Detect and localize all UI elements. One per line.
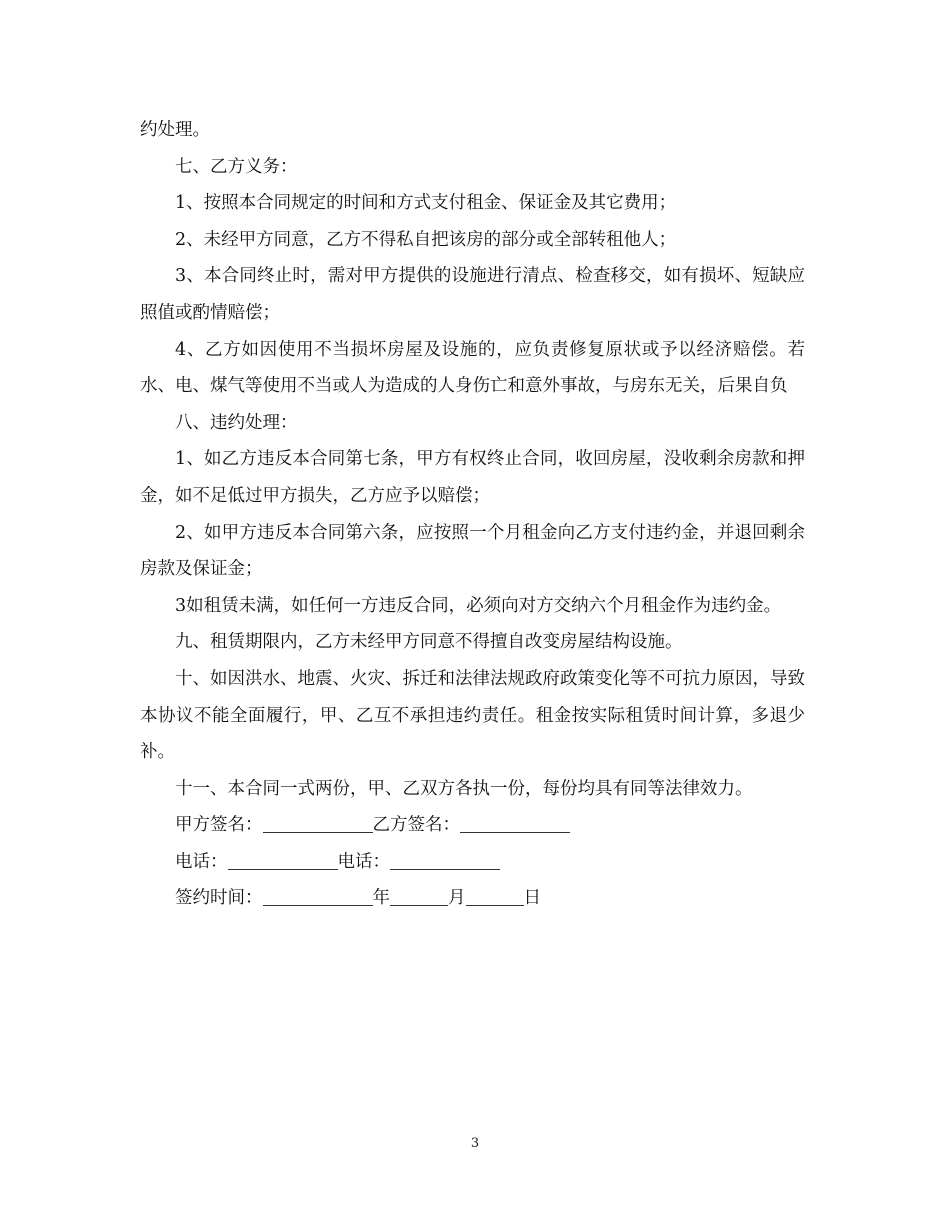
section-heading-party-b-obligations: 七、乙方义务： [175,156,298,177]
paragraph-breach-2: 2、如甲方违反本合同第六条，应按照一个月租金向乙方支付违约金，并退回剩余房款及保证金； [140,522,805,580]
year-blank[interactable] [263,887,373,906]
paragraph-breach-1: 1、如乙方违反本合同第七条，甲方有权终止合同，收回房屋，没收剩余房款和押金，如不足低过甲方损失，乙方应予以赔偿； [140,449,805,506]
signature-line [140,807,805,844]
date-label: 签约时间： [175,888,263,909]
paragraph-obligation-4: 4、乙方如因使用不当损坏房屋及设施的，应负责修复原状或予以经济赔偿。若水、电、煤气等使用不当或人为造成的人身伤亡和意外事故，与房东无关，后果自负 [140,339,805,397]
section-heading-breach: 八、违约处理： [175,412,298,433]
month-blank[interactable] [390,887,448,906]
party-b-phone-blank[interactable] [390,851,500,870]
day-blank[interactable] [466,887,524,906]
party-a-sign-label: 甲方签名： [175,815,263,836]
month-label: 月 [448,888,466,909]
year-label: 年 [372,888,390,909]
party-b-phone-label: 电话： [337,851,390,872]
party-a-sign-blank[interactable] [263,814,373,833]
day-label: 日 [523,888,541,909]
party-a-phone-blank[interactable] [228,851,338,870]
paragraph-continuation: 约处理。 [140,120,210,140]
party-a-phone-label: 电话： [175,851,228,872]
phone-line [140,844,805,881]
contract-body [140,112,805,917]
paragraph-obligation-1: 1、按照本合同规定的时间和方式支付租金、保证金及其它费用； [175,193,677,214]
page-number: 3 [470,1136,480,1151]
party-b-sign-blank[interactable] [460,814,570,833]
paragraph-breach-3: 3如租赁未满，如任何一方违反合同，必须向对方交纳六个月租金作为违约金。 [175,595,782,616]
paragraph-clause-11: 十一、本合同一式两份，甲、乙双方各执一份，每份均具有同等法律效力。 [175,778,753,799]
date-line [140,880,805,917]
paragraph-obligation-3: 3、本合同终止时，需对甲方提供的设施进行清点、检查移交，如有损坏、短缺应照值或酌情赔偿； [140,266,805,323]
party-b-sign-label: 乙方签名： [372,815,460,836]
paragraph-clause-9: 九、租赁期限内，乙方未经甲方同意不得擅自改变房屋结构设施。 [175,632,683,653]
paragraph-clause-10: 十、如因洪水、地震、火灾、拆迁和法律法规政府政策变化等不可抗力原因，导致本协议不能全面履行，甲、乙互不承担违约责任。租金按实际租赁时间计算，多退少补。 [140,668,805,763]
paragraph-obligation-2: 2、未经甲方同意，乙方不得私自把该房的部分或全部转租他人； [175,229,677,250]
